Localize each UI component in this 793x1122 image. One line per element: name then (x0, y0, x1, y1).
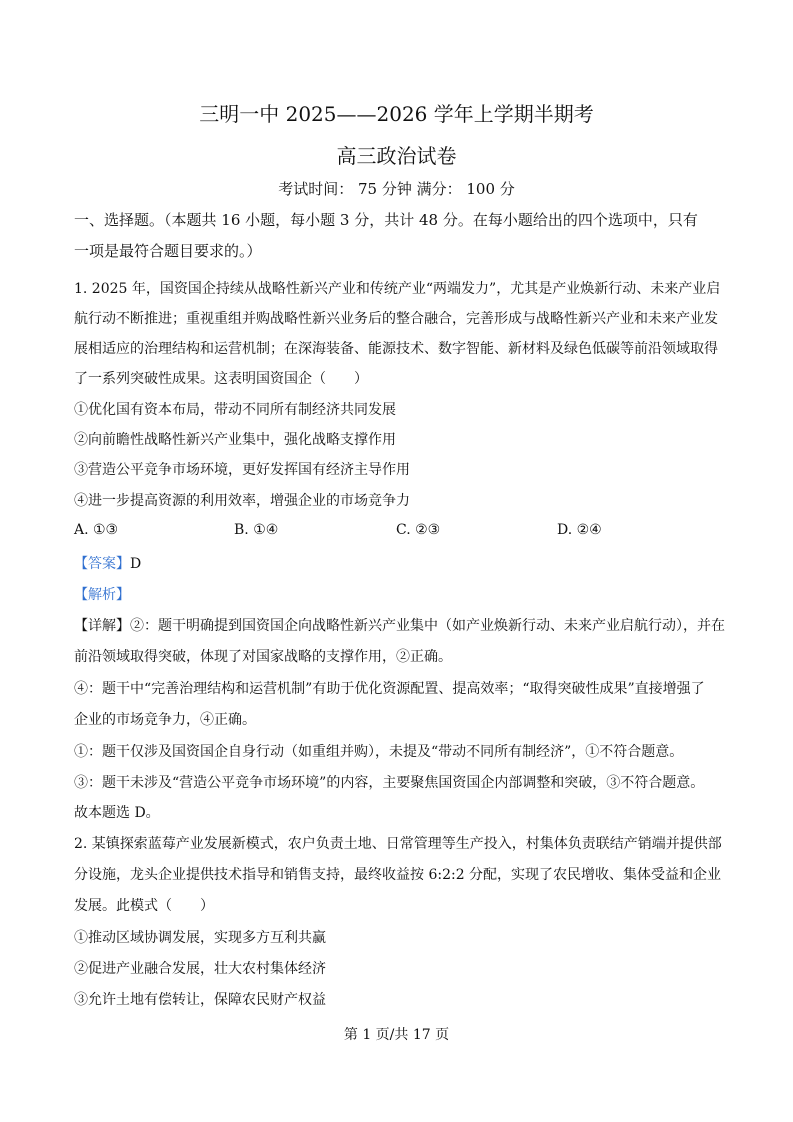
q1-stem-line: 航行动不断推进；重视重组并购战略性新兴业务后的整合融合，完善形成与战略性新兴产业和未来产业发 (74, 311, 718, 327)
exam-title: 三明一中 2025——2026 学年上学期半期考 (199, 102, 594, 126)
q2-option: ②促进产业融合发展，壮大农村集体经济 (74, 961, 326, 977)
q2-option: ①推动区域协调发展，实现多方互利共赢 (74, 930, 326, 946)
page-number: 第 1 页/共 17 页 (343, 1027, 450, 1043)
q1-option: ②向前瞻性战略性新兴产业集中，强化战略支撑作用 (74, 432, 396, 448)
q2-stem-line: 发展。此模式（ ） (74, 898, 214, 914)
detail-tag: 【详解】 (74, 618, 130, 634)
q1-detail-line: ③：题干未涉及“营造公平竞争市场环境”的内容，主要聚焦国资国企内部调整和突破，③不符合题意。 (74, 775, 705, 791)
q2-stem-line: 分设施，龙头企业提供技术指导和销售支持，最终收益按 6:2:2 分配，实现了农民增收、集体受益和企业 (74, 867, 722, 883)
q1-option: ④进一步提高资源的利用效率，增强企业的市场竞争力 (74, 493, 410, 509)
exam-info: 考试时间： 75 分钟 满分： 100 分 (278, 180, 515, 198)
q1-detail-row (74, 615, 725, 635)
q1-detail-line: ④：题干中“完善治理结构和运营机制”有助于优化资源配置、提高效率；“取得突破性成果”直接增强了 (74, 681, 705, 697)
q2-stem-line: 2. 某镇探索蓝莓产业发展新模式，农户负责土地、日常管理等生产投入，村集体负责联结产销端并提供部 (74, 836, 722, 852)
answer-value: D (130, 556, 142, 572)
q1-detail-line: 前沿领域取得突破，体现了对国家战略的支撑作用，②正确。 (74, 649, 452, 665)
section-instruction-line2: 一项是最符合题目要求的。） (74, 242, 262, 260)
analysis-tag: 【解析】 (74, 587, 130, 603)
q1-choice-b: B. ①④ (234, 522, 279, 538)
q1-stem-line: 1. 2025 年，国资国企持续从战略性新兴产业和传统产业“两端发力”，尤其是产业焕新行动、未来产业启 (74, 281, 721, 297)
section-instruction-line1: 一、选择题。（本题共 16 小题，每小题 3 分，共计 48 分。在每小题给出的四个选项中，只有 (74, 211, 698, 229)
paper-title: 高三政治试卷 (336, 144, 457, 168)
q2-option: ③允许土地有偿转让，保障农民财产权益 (74, 992, 326, 1008)
q1-stem-line: 了一系列突破性成果。这表明国资国企（ ） (74, 371, 368, 387)
q1-option: ①优化国有资本布局，带动不同所有制经济共同发展 (74, 402, 396, 418)
q1-answer-row (74, 553, 141, 573)
answer-tag: 【答案】 (74, 556, 130, 572)
q1-detail-line: 企业的市场竞争力，④正确。 (74, 712, 256, 728)
q1-stem-line: 展相适应的治理结构和运营机制；在深海装备、能源技术、数字智能、新材料及绿色低碳等前沿领域取得 (74, 341, 718, 357)
q1-option: ③营造公平竞争市场环境，更好发挥国有经济主导作用 (74, 462, 410, 478)
q1-choice-d: D. ②④ (557, 522, 602, 538)
q1-analysis-row (74, 584, 130, 604)
q1-choice-c: C. ②③ (396, 522, 441, 538)
q1-choice-a: A. ①③ (74, 522, 119, 538)
detail-text: ②：题干明确提到国资国企向战略性新兴产业集中（如产业焕新行动、未来产业启航行动），并在 (130, 618, 725, 634)
q1-detail-line: 故本题选 D。 (74, 805, 160, 821)
q1-detail-line: ①：题干仅涉及国资国企自身行动（如重组并购），未提及“带动不同所有制经济”，①不符合题意。 (74, 744, 684, 760)
